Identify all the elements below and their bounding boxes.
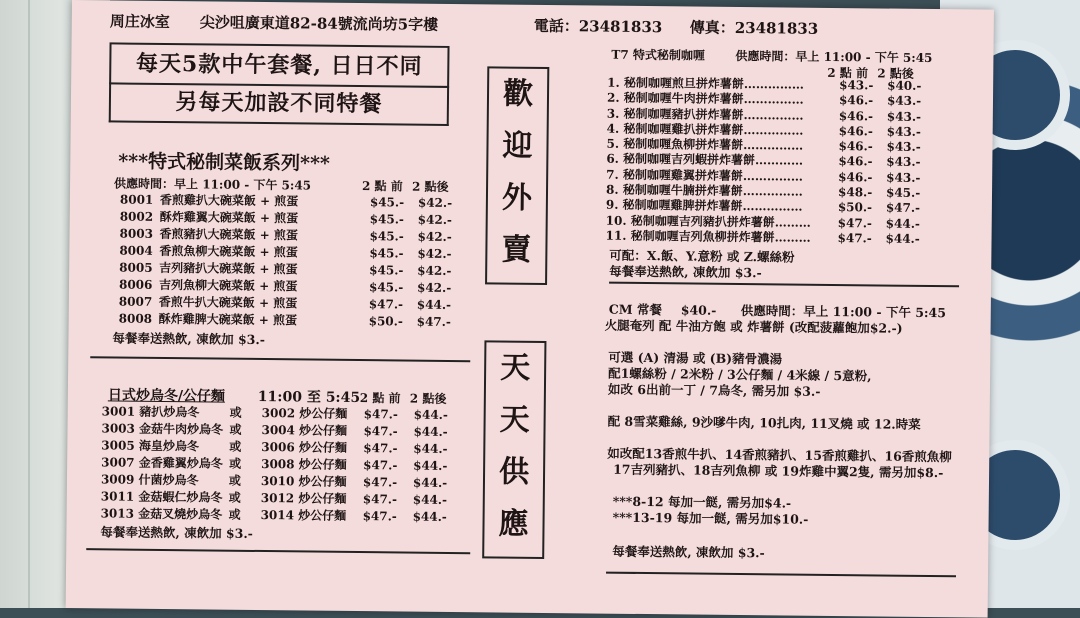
item-name: 吉列魚柳大碗菜飯 + 煎蛋: [158, 277, 298, 294]
rice-col-after: 2 點後: [411, 179, 449, 194]
or-label: 或: [229, 422, 242, 437]
curry-section-title: T7 特式秘制咖喱: [611, 47, 705, 63]
daily-special-banner: 另每天加設不同特餐: [109, 82, 449, 126]
price-after: $40.-: [887, 78, 922, 93]
shop-phone: 電話：23481833: [533, 16, 663, 37]
section-divider: [86, 548, 470, 554]
item-name: 酥炸雞脾大碗菜飯 + 煎蛋: [158, 311, 298, 328]
price-after: $42.-: [417, 246, 452, 261]
item-name: 10. 秘制咖喱吉列豬扒拼炸薯餅………: [605, 213, 811, 230]
price-after: $44.-: [885, 231, 920, 246]
item-name: 香煎雞扒大碗菜飯 + 煎蛋: [159, 192, 299, 209]
udon-option: 3013 金菇叉燒炒烏冬: [100, 506, 223, 522]
price-after: $44.-: [413, 424, 448, 439]
price-before: $45.-: [368, 280, 404, 295]
curry-hours: 供應時間：早上 11:00 - 下午 5:45: [735, 48, 933, 66]
price-after: $44.-: [413, 441, 448, 456]
item-name: 香煎牛扒大碗菜飯 + 煎蛋: [158, 294, 298, 311]
cm-soup-choice: 可選 (A) 清湯 或 (B)豬骨濃湯: [608, 349, 783, 367]
price-after: $43.-: [886, 170, 921, 185]
price-before: $47.-: [837, 215, 873, 231]
instant-noodle-option: 3012 炒公仔麵: [260, 491, 347, 506]
cm-topping-upgrade: 如改配13香煎牛扒、14香煎豬扒、15香煎雞扒、16香煎魚柳: [607, 445, 952, 465]
price-after: $43.-: [886, 139, 921, 155]
price-before: $47.-: [362, 475, 398, 490]
price-before: $47.-: [363, 458, 398, 473]
daily-supply-box: [482, 340, 546, 559]
shop-name: 周庄冰室: [109, 12, 170, 32]
item-code: 8004: [119, 243, 153, 258]
price-before: $45.-: [369, 212, 405, 227]
price-after: $47.-: [416, 314, 451, 329]
menu-sheet: [66, 0, 994, 618]
price-before: $47.-: [837, 230, 872, 246]
price-before: $47.-: [363, 441, 398, 456]
price-after: $42.-: [416, 280, 452, 295]
price-after: $43.-: [886, 109, 922, 124]
vertical-char: 外: [501, 180, 533, 216]
price-after: $42.-: [417, 263, 452, 278]
surface-stripe: [28, 0, 30, 608]
cm-price: $40.-: [680, 302, 717, 318]
rice-col-before: 2 點 前: [361, 179, 403, 194]
curry-menu-list: [605, 76, 937, 248]
or-label: 或: [229, 405, 242, 420]
price-before: $50.-: [368, 314, 403, 329]
section-divider: [609, 282, 959, 288]
price-before: $45.-: [369, 229, 404, 244]
price-before: $47.-: [363, 407, 398, 422]
instant-noodle-option: 3008 炒公仔麵: [261, 457, 347, 472]
noodle-section-title: 日式炒烏冬/公仔麵: [107, 387, 226, 405]
or-label: 或: [229, 456, 242, 471]
price-after: $44.-: [412, 509, 447, 524]
or-label: 或: [229, 439, 242, 454]
cm-extra-8-12: ***8-12 每加一餸, 需另加$4.-: [612, 493, 792, 511]
item-code: 8003: [119, 226, 154, 241]
vertical-char: 賣: [501, 232, 532, 268]
price-before: $47.-: [363, 424, 398, 439]
price-before: $45.-: [369, 263, 404, 278]
instant-noodle-option: 3014 炒公仔麵: [260, 508, 347, 523]
noodle-col-before: 2 點 前: [359, 391, 401, 406]
price-after: $42.-: [417, 195, 453, 210]
price-before: $46.-: [838, 108, 874, 123]
lunch-set-banner: 每天5款中午套餐, 日日不同: [109, 42, 449, 88]
vertical-char: 天: [499, 402, 530, 438]
cm-topping-upgrade-2: 17吉列豬扒、18吉列魚柳 或 19炸雞中翼2隻, 需另加$8.-: [613, 461, 944, 481]
udon-option: 3005 海皇炒烏冬: [101, 438, 199, 454]
cm-main-dish: 火腿奄列 配 牛油方飽 或 炸薯餅 (改配菠蘿飽加$2.-): [604, 317, 903, 336]
or-label: 或: [228, 490, 241, 505]
item-name: 7. 秘制咖喱雞翼拼炸薯餅……………: [606, 167, 803, 184]
price-after: $43.-: [886, 155, 921, 170]
price-after: $44.-: [413, 407, 448, 422]
cm-topping-choice: 配 8雪菜雞絲, 9沙嗲牛肉, 10扎肉, 11叉燒 或 12.時菜: [607, 413, 921, 432]
item-name: 9. 秘制咖喱雞脾拼炸薯餅……………: [605, 197, 803, 215]
price-before: $47.-: [362, 492, 398, 507]
noodle-col-after: 2 點後: [409, 391, 447, 406]
item-name: 2. 秘制咖喱牛肉拼炸薯餅……………: [606, 90, 804, 107]
rice-section-title: ***特式秘制菜飯系列***: [118, 150, 331, 175]
item-name: 8. 秘制咖喱牛腩拼炸薯餅……………: [605, 182, 803, 199]
item-code: 8007: [118, 294, 153, 309]
item-code: 8008: [118, 311, 153, 326]
item-name: 4. 秘制咖喱雞扒拼炸薯餅……………: [606, 121, 804, 138]
item-name: 3. 秘制咖喱豬扒拼炸薯餅……………: [606, 106, 804, 123]
udon-option: 3001 豬扒炒烏冬: [101, 404, 200, 420]
curry-col-after: 2 點後: [877, 66, 914, 81]
price-after: $43.-: [886, 93, 922, 109]
price-before: $46.-: [838, 139, 873, 154]
vertical-char: 歡: [502, 76, 534, 112]
curry-option: 可配：X.飯、Y.意粉 或 Z.螺絲粉: [609, 247, 795, 265]
price-before: $46.-: [838, 123, 873, 139]
noodle-note: 每餐奉送熱飲, 凍飲加 $3.-: [100, 524, 254, 541]
vertical-char: 應: [498, 506, 529, 542]
udon-option: 3003 金菇牛肉炒烏冬: [101, 421, 224, 437]
vertical-char: 迎: [502, 128, 533, 164]
or-label: 或: [228, 507, 241, 522]
udon-option: 3009 什菌炒烏冬: [100, 472, 199, 488]
price-before: $43.-: [839, 78, 874, 93]
udon-option: 3007 金香雞翼炒烏冬: [101, 455, 223, 471]
item-code: 8002: [119, 209, 154, 224]
curry-col-before: 2 點 前: [827, 65, 869, 81]
item-name: 11. 秘制咖喱吉列魚柳拼炸薯餅………: [605, 228, 811, 245]
cm-extra-13-19: ***13-19 每加一餸, 需另加$10.-: [612, 509, 809, 527]
price-before: $48.-: [837, 185, 873, 200]
price-after: $42.-: [417, 229, 452, 244]
noodle-hours: 11:00 至 5:45: [257, 388, 361, 407]
udon-option: 3011 金菇蝦仁炒烏冬: [100, 489, 223, 505]
instant-noodle-option: 3006 炒公仔麵: [261, 440, 347, 455]
shop-address: 尖沙咀廣東道82-84號流尚坊5字樓: [199, 13, 439, 34]
shop-fax: 傳真：23481833: [689, 18, 819, 38]
cm-note: 每餐奉送熱飲, 凍飲加 $3.-: [612, 543, 765, 561]
instant-noodle-option: 3002 炒公仔麵: [261, 406, 348, 421]
price-after: $42.-: [417, 212, 453, 227]
price-before: $45.-: [369, 195, 405, 210]
vertical-char: 供: [498, 454, 530, 490]
curry-item: [605, 229, 935, 248]
price-before: $46.-: [838, 93, 874, 108]
price-before: $45.-: [369, 246, 404, 261]
welcome-takeaway-box: [485, 66, 549, 285]
item-name: 香煎豬扒大碗菜飯 + 煎蛋: [159, 226, 299, 243]
price-after: $44.-: [416, 297, 452, 312]
or-label: 或: [228, 473, 242, 488]
rice-menu-list: [119, 192, 460, 332]
item-code: 8001: [119, 192, 154, 207]
price-after: $43.-: [886, 124, 921, 139]
price-before: $47.-: [368, 297, 404, 312]
item-name: 酥炸雞翼大碗菜飯 + 煎蛋: [159, 209, 299, 226]
cm-heading: CM 常餐: [608, 301, 663, 318]
rice-hours: 供應時間：早上 11:00 - 下午 5:45: [114, 176, 312, 193]
price-before: $50.-: [837, 200, 873, 215]
price-before: $46.-: [838, 169, 873, 185]
item-name: 1. 秘制咖喱煎旦拼炸薯餅……………: [607, 75, 804, 92]
vertical-char: 天: [499, 350, 531, 386]
item-name: 6. 秘制咖喱吉列蝦拼炸薯餅…………: [606, 152, 804, 169]
instant-noodle-option: 3010 炒公仔麵: [260, 474, 347, 489]
price-before: $46.-: [838, 154, 873, 169]
price-after: $47.-: [885, 200, 921, 216]
price-after: $44.-: [413, 458, 448, 473]
rice-note: 每餐奉送熱飲, 凍飲加 $3.-: [112, 330, 266, 348]
price-after: $44.-: [412, 475, 448, 490]
price-after: $44.-: [412, 492, 448, 507]
curry-note: 每餐奉送熱飲, 凍飲加 $3.-: [609, 263, 762, 281]
item-name: 5. 秘制咖喱魚柳拼炸薯餅……………: [606, 136, 804, 153]
noodle-menu-list: [101, 403, 462, 526]
item-name: 吉列豬扒大碗菜飯 + 煎蛋: [159, 260, 298, 277]
price-after: $44.-: [885, 216, 920, 231]
item-code: 8005: [119, 260, 153, 275]
instant-noodle-option: 3004 炒公仔麵: [261, 423, 348, 438]
item-name: 香煎魚柳大碗菜飯 + 煎蛋: [159, 243, 298, 260]
cm-noodle-upgrade: 如改 6出前一丁 / 7烏冬, 需另加 $3.-: [607, 381, 821, 399]
section-divider: [90, 356, 470, 362]
price-before: $47.-: [362, 509, 397, 524]
section-divider: [606, 572, 956, 578]
rice-item: [119, 311, 459, 332]
item-code: 8006: [118, 277, 153, 292]
cm-noodle-choice: 配1螺絲粉 / 2米粉 / 3公仔麵 / 4米線 / 5意粉,: [608, 365, 872, 384]
cm-hours: 供應時間：早上 11:00 - 下午 5:45: [740, 303, 947, 321]
price-after: $45.-: [885, 185, 921, 200]
